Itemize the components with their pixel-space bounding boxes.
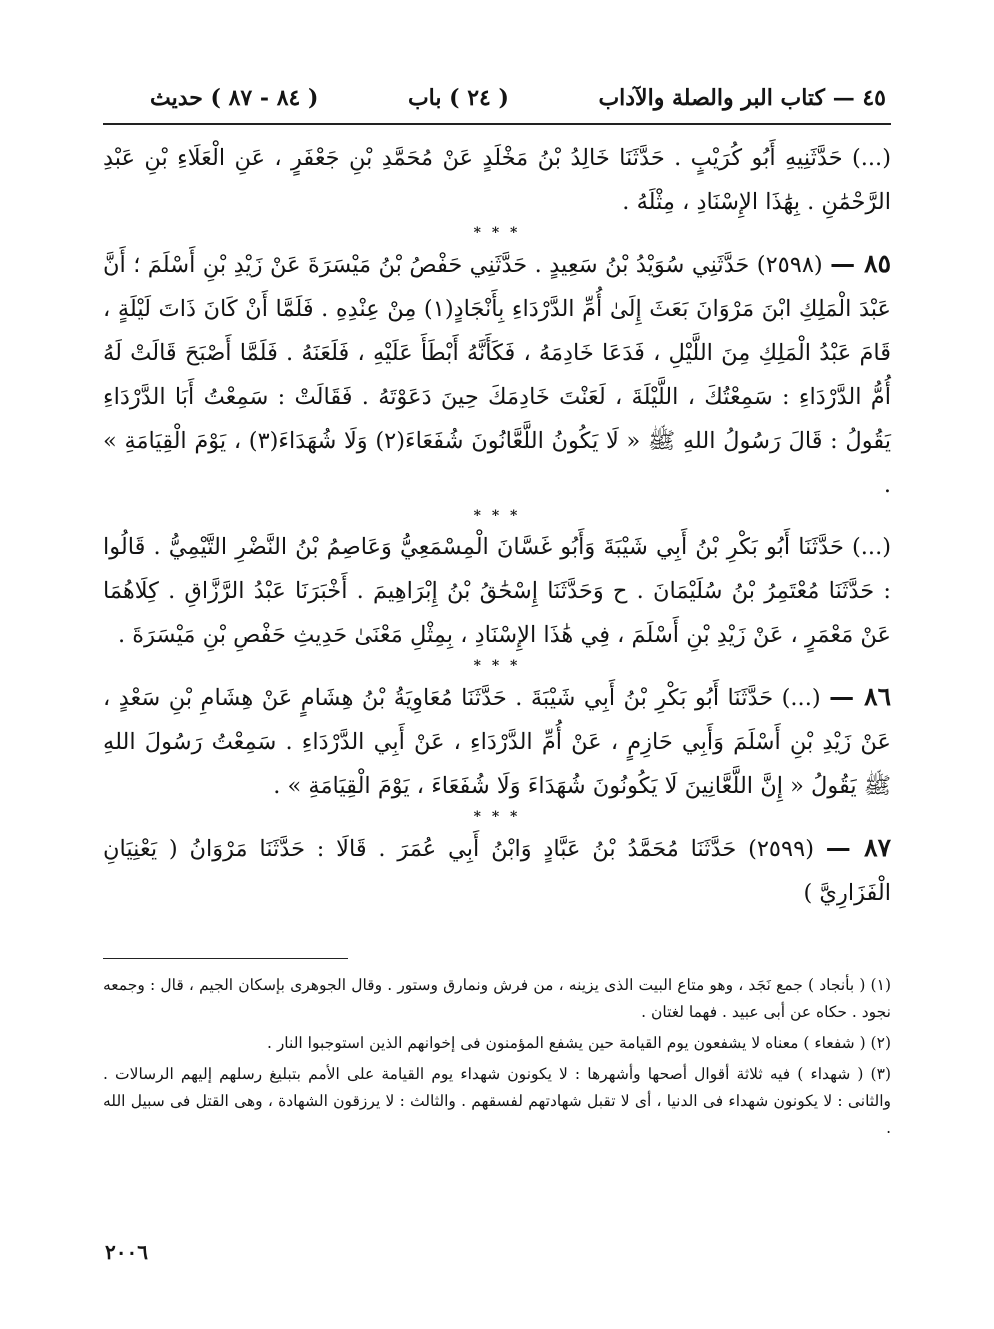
footnote-3: (٣) ( شهداء ) فيه ثلاثة أقوال أصحها وأشهرها : لا يكونون شهداء يوم القيامة على الأمم بتبليغ رسلهم إليهم الرسالات . والثانى : لا يكونون شهداء فى الدنيا ، أى لا تقبل شهادتهم لفسقهم . والثالث : لا يرزقون الشهادة ، وهى القتل فى سبيل الله . xyxy=(103,1065,891,1137)
hadith-86 xyxy=(103,675,891,808)
paragraph xyxy=(103,136,891,224)
hadith-87 xyxy=(103,826,891,915)
main-text xyxy=(103,136,891,915)
paragraph-text: (٢٥٩٩) حَدَّثَنَا مُحَمَّدُ بْنُ عَبَّادٍ وَابْنُ أَبِي عُمَرَ . قَالَا : حَدَّثَنَا مَرْوَانُ ( يَعْنِيَانِ الْفَزَارِيَّ ) xyxy=(103,836,891,906)
footnote-1: (١) ( بأنجاد ) جمع نَجَد ، وهو متاع البيت الذى يزينه ، من فرش ونمارق وستور . وقال الجوهرى بإسكان الجيم ، قال : وجمعه نجود . حكاه عن أبى عبيد . فهما لغتان . xyxy=(103,976,891,1021)
paragraph-text: (٢٥٩٨) حَدَّثَنِي سُوَيْدُ بْنُ سَعِيدٍ . حَدَّثَنِي حَفْصُ بْنُ مَيْسَرَةَ عَنْ زَيْدِ بْنِ أَسْلَمَ ؛ أَنَّ عَبْدَ الْمَلِكِ ابْنَ مَرْوَانَ بَعَثَ إِلَىٰ أُمِّ الدَّرْدَاءِ بِأَنْجَادٍ(١) مِنْ عِنْدِهِ . فَلَمَّا أَنْ كَانَ ذَاتَ لَيْلَةٍ ، قَامَ عَبْدُ الْمَلِكِ مِنَ اللَّيْلِ ، فَدَعَا خَادِمَهُ ، فَكَأَنَّهُ أَبْطَأَ عَلَيْهِ ، فَلَعَنَهُ . فَلَمَّا أَصْبَحَ قَالَتْ لَهُ أُمُّ الدَّرْدَاءِ : سَمِعْتُكَ ، اللَّيْلَةَ ، لَعَنْتَ خَادِمَكَ حِينَ دَعَوْتَهُ . فَقَالَتْ : سَمِعْتُ أَبَا الدَّرْدَاءِ يَقُولُ : قَالَ رَسُولُ اللهِ ﷺ « لَا يَكُونُ اللَّعَّانُونَ شُفَعَاءَ(٢) وَلَا شُهَدَاءَ(٣) ، يَوْمَ الْقِيَامَةِ » . xyxy=(103,252,891,498)
running-header xyxy=(150,78,886,118)
separator: * * * xyxy=(473,225,521,241)
separator: * * * xyxy=(473,809,521,825)
footnote-2: (٢) ( شفعاء ) معناه لا يشفعون يوم القيامة حين يشفع المؤمنون فى إخوانهم الذين استوجبوا النار . xyxy=(266,1034,891,1052)
paragraph-text: (...) حَدَّثَنَا أَبُو بَكْرِ بْنُ أَبِي شَيْبَةَ . حَدَّثَنَا مُعَاوِيَةُ بْنُ هِشَامٍ عَنْ هِشَامِ بْنِ سَعْدٍ ، عَنْ زَيْدِ بْنِ أَسْلَمَ وَأَبِي حَازِمٍ ، عَنْ أُمِّ الدَّرْدَاءِ ، عَنْ أَبِي الدَّرْدَاءِ . سَمِعْتُ رَسُولَ اللهِ ﷺ يَقُولُ « إِنَّ اللَّعَّانِينَ لَا يَكُونُونَ شُهَدَاءَ وَلَا شُفَعَاءَ ، يَوْمَ الْقِيَامَةِ » . xyxy=(103,685,891,799)
separator: * * * xyxy=(473,658,521,674)
separator: * * * xyxy=(473,508,521,524)
hadith-number: ٨٥ — xyxy=(830,249,891,278)
hadith-85 xyxy=(103,242,891,507)
book-title: ٤٥ — كتاب البر والصلة والآداب xyxy=(598,85,886,111)
footnotes xyxy=(103,972,891,1146)
bab-number: ( ٢٤ ) باب xyxy=(407,85,509,111)
paragraph-text: (...) حَدَّثَنَا أَبُو بَكْرِ بْنُ أَبِي شَيْبَةَ وَأَبُو غَسَّانَ الْمِسْمَعِيُّ وَعَاصِمُ بْنُ النَّضْرِ التَّيْمِيُّ . قَالُوا : حَدَّثَنَا مُعْتَمِرُ بْنُ سُلَيْمَانَ . ح وَحَدَّثَنَا إِسْحَٰقُ بْنُ إِبْرَاهِيمَ . أَخْبَرَنَا عَبْدُ الرَّزَّاقِ . كِلَاهُمَا عَنْ مَعْمَرٍ ، عَنْ زَيْدِ بْنِ أَسْلَمَ ، فِي هَٰذَا الإِسْنَادِ ، بِمِثْلِ مَعْنَىٰ حَدِيثِ حَفْصِ بْنِ مَيْسَرَةَ . xyxy=(103,534,891,648)
hadith-range: ( ٨٤ - ٨٧ ) حديث xyxy=(150,85,319,111)
header-rule xyxy=(103,123,891,125)
page-number: ٢٠٠٦ xyxy=(105,1240,148,1264)
hadith-number: ٨٦ — xyxy=(829,682,891,711)
paragraph-text: (...) حَدَّثَنِيهِ أَبُو كُرَيْبٍ . حَدَّثَنَا خَالِدُ بْنُ مَخْلَدٍ عَنْ مُحَمَّدِ بْنِ جَعْفَرٍ ، عَنِ الْعَلَاءِ بْنِ عَبْدِ الرَّحْمَٰنِ . بِهَٰذَا الإِسْنَادِ ، مِثْلَهُ . xyxy=(103,145,891,215)
hadith-number: ٨٧ — xyxy=(825,833,891,862)
footnote-rule xyxy=(103,958,348,959)
paragraph xyxy=(103,525,891,657)
